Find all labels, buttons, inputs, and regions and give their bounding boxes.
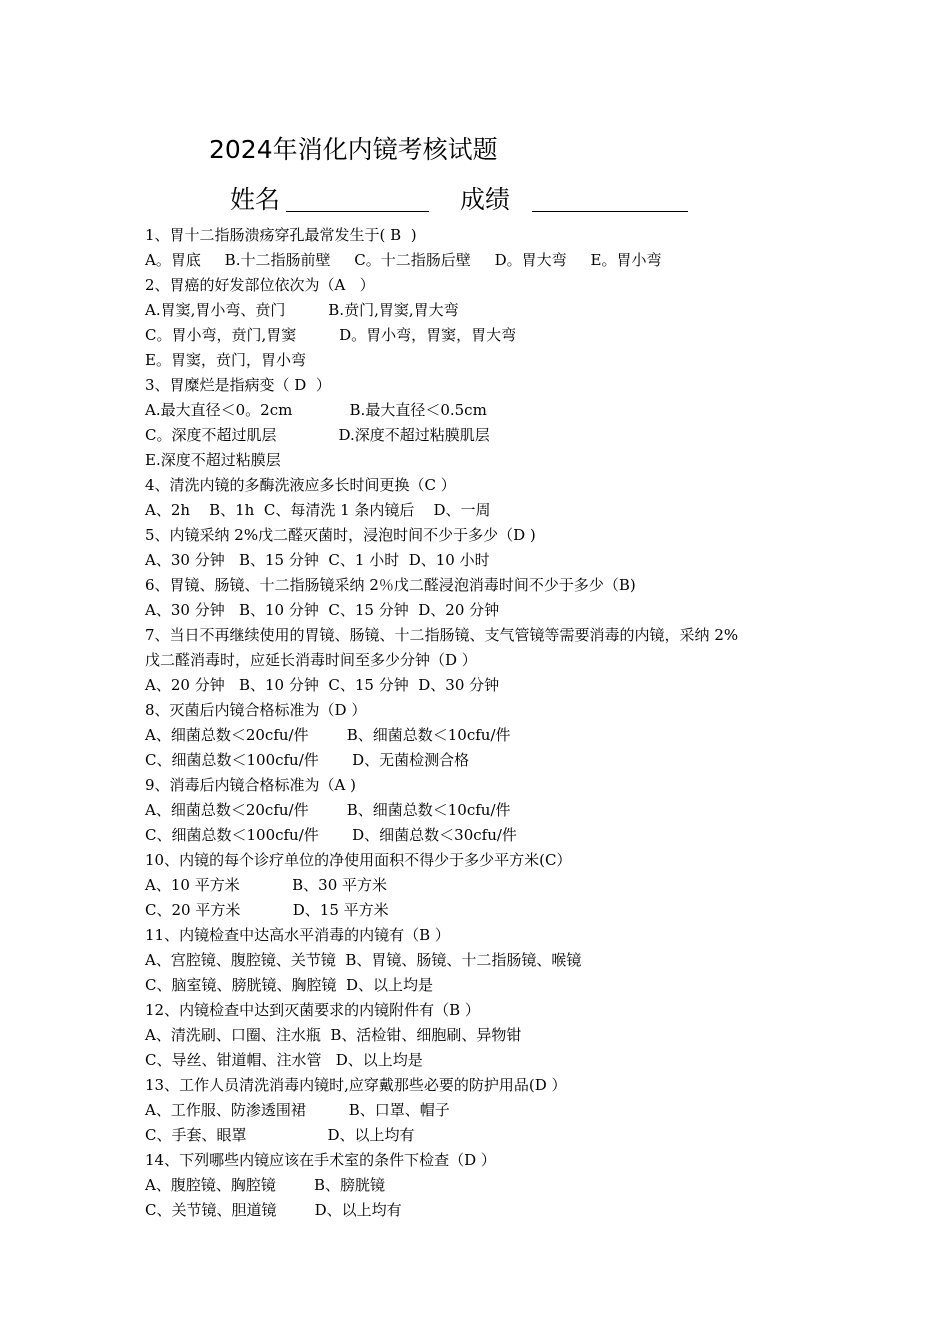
text-line: A、30 分钟 B、15 分钟 C、1 小时 D、10 小时 [145, 551, 490, 569]
text-line: 3、胃糜烂是指病变（ D ） [145, 376, 331, 394]
text-line: C、导丝、钳道帽、注水管 D、以上均是 [145, 1051, 423, 1069]
text-line: 4、清洗内镜的多酶洗液应多长时间更换（C ） [145, 476, 456, 494]
text-line: A、30 分钟 B、10 分钟 C、15 分钟 D、20 分钟 [145, 601, 500, 619]
score-blank-line [532, 211, 688, 212]
text-line: A、10 平方米 B、30 平方米 [145, 876, 388, 894]
text-line: C、关节镜、胆道镜 D、以上均有 [145, 1201, 402, 1219]
text-line: 7、当日不再继续使用的胃镜、肠镜、十二指肠镜、支气管镜等需要消毒的内镜，采纳 2% [145, 626, 739, 644]
text-line: A、20 分钟 B、10 分钟 C、15 分钟 D、30 分钟 [145, 676, 500, 694]
text-line: A.胃窦,胃小弯、贲门 B.贲门,胃窦,胃大弯 [145, 301, 459, 319]
text-line: 6、胃镜、肠镜、十二指肠镜采纳 2％戊二醛浸泡消毒时间不少于多少（B) [145, 576, 636, 594]
text-line: 8、灭菌后内镜合格标准为（D ） [145, 701, 367, 719]
name-label: 姓名 [230, 185, 281, 214]
text-line: 戊二醛消毒时，应延长消毒时间至多少分钟（D ） [145, 651, 477, 669]
text-line: C、细菌总数＜100cfu/件 D、无菌检测合格 [145, 751, 470, 769]
text-line: C、脑室镜、膀胱镜、胸腔镜 D、以上均是 [145, 976, 434, 994]
text-line: A、细菌总数＜20cfu/件 B、细菌总数＜10cfu/件 [145, 801, 511, 819]
text-line: C、20 平方米 D、15 平方米 [145, 901, 389, 919]
score-label: 成绩 [460, 185, 511, 214]
text-line: 2、胃癌的好发部位依次为（A ） [145, 276, 375, 294]
text-line: E。胃窦，贲门，胃小弯 [145, 351, 306, 369]
text-line: 1、胃十二指肠溃疡穿孔最常发生于( B ) [145, 226, 417, 244]
text-line: 11、内镜检查中达高水平消毒的内镜有（B ） [145, 926, 450, 944]
text-line: A、宫腔镜、腹腔镜、关节镜 B、胃镜、肠镜、十二指肠镜、喉镜 [145, 951, 582, 969]
text-line: A、细菌总数＜20cfu/件 B、细菌总数＜10cfu/件 [145, 726, 511, 744]
text-line: A、2h B、1h C、每清洗 1 条内镜后 D、一周 [145, 501, 491, 519]
text-line: A、清洗刷、口圈、注水瓶 B、活检钳、细胞刷、异物钳 [145, 1026, 522, 1044]
text-line: C。胃小弯，贲门,胃窦 D。胃小弯，胃窦，胃大弯 [145, 326, 517, 344]
text-line: 13、工作人员清洗消毒内镜时,应穿戴那些必要的防护用品(D ） [145, 1076, 567, 1094]
text-line: A。胃底 B.十二指肠前壁 C。十二指肠后壁 D。胃大弯 E。胃小弯 [145, 251, 662, 269]
exam-title: 2024年消化内镜考核试题 [209, 135, 498, 164]
text-line: C、手套、眼罩 D、以上均有 [145, 1126, 415, 1144]
text-line: 9、消毒后内镜合格标准为（A ) [145, 776, 356, 794]
text-line: 5、内镜采纳 2%戊二醛灭菌时，浸泡时间不少于多少（D ) [145, 526, 536, 544]
text-line: 12、内镜检查中达到灭菌要求的内镜附件有（B ） [145, 1001, 480, 1019]
text-line: C、细菌总数＜100cfu/件 D、细菌总数＜30cfu/件 [145, 826, 517, 844]
text-line: A.最大直径＜0。2cm B.最大直径＜0.5cm [145, 401, 487, 419]
question-list [145, 223, 825, 1223]
text-line: 14、下列哪些内镜应该在手术室的条件下检查（D ） [145, 1151, 496, 1169]
text-line: A、工作服、防渗透围裙 B、口罩、帽子 [145, 1101, 450, 1119]
text-line: A、腹腔镜、胸腔镜 B、膀胱镜 [145, 1176, 386, 1194]
text-line: E.深度不超过粘膜层 [145, 451, 281, 469]
text-line: 10、内镜的每个诊疗单位的净使用面积不得少于多少平方米(C） [145, 851, 572, 869]
text-line: C。深度不超过肌层 D.深度不超过粘膜肌层 [145, 426, 490, 444]
name-blank-line [286, 211, 429, 212]
